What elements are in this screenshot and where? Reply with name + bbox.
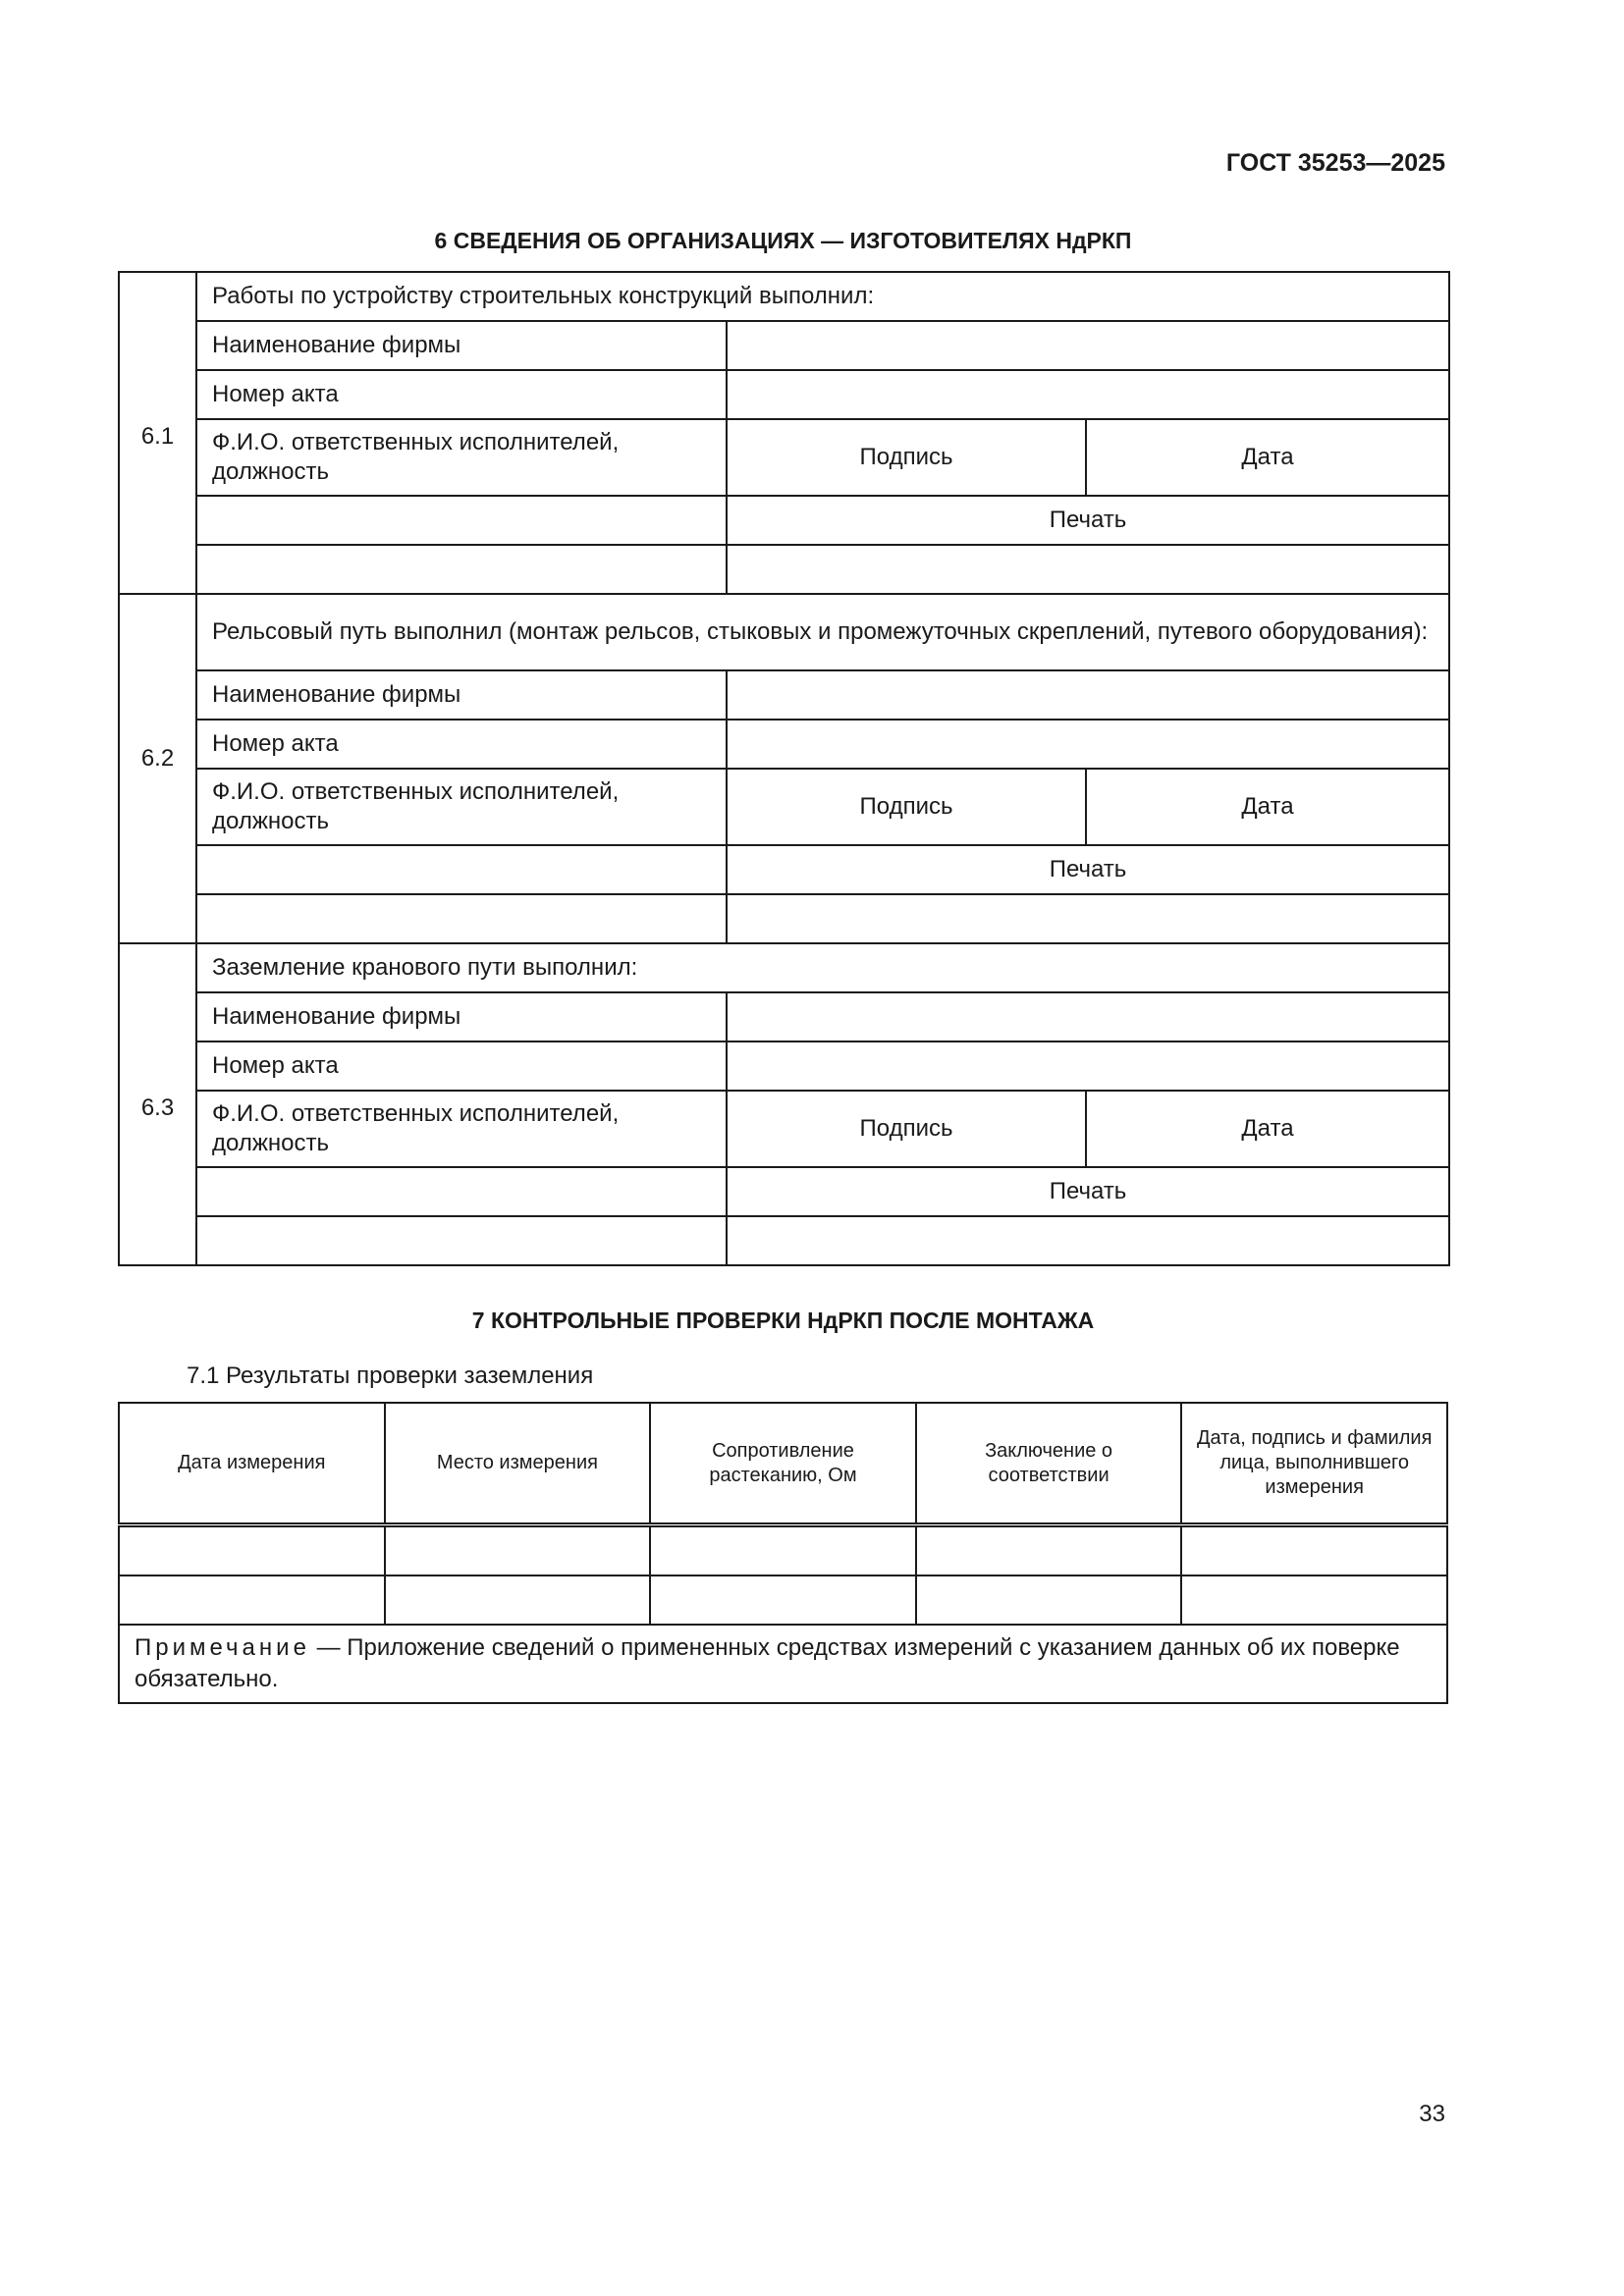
blank-row [119,545,1449,594]
persons-header-row [119,1091,1449,1167]
section-6-title: 6 СВЕДЕНИЯ ОБ ОРГАНИЗАЦИЯХ — ИЗГОТОВИТЕЛЯХ НдРКП [434,228,1132,253]
conclusion-cell[interactable] [916,1525,1182,1576]
responsible-persons-label: Ф.И.О. ответственных исполнителей, должность [196,419,727,496]
table-header-row [119,1403,1447,1525]
act-number-field[interactable] [727,720,1449,769]
signature-cell[interactable] [1181,1575,1447,1625]
signature-label: Подпись [727,419,1086,496]
document-code: ГОСТ 35253—2025 [1225,149,1445,177]
section-7-title: 7 КОНТРОЛЬНЫЕ ПРОВЕРКИ НдРКП ПОСЛЕ МОНТАЖА [471,1308,1095,1333]
firm-row [119,321,1449,370]
act-number-field[interactable] [727,370,1449,419]
firm-name-label: Наименование фирмы [196,670,727,720]
blank-row [119,894,1449,943]
signature-label: Подпись [727,1091,1086,1167]
conclusion-cell[interactable] [916,1575,1182,1625]
stamp-field[interactable] [727,545,1449,594]
resistance-cell[interactable] [650,1575,916,1625]
note-label: Примечание [135,1634,310,1661]
firm-name-label: Наименование фирмы [196,321,727,370]
firm-name-field[interactable] [727,670,1449,720]
block-heading-row [119,594,1449,670]
stamp-field[interactable] [727,1216,1449,1265]
date-label: Дата [1086,1091,1449,1167]
signature-label: Подпись [727,769,1086,845]
block-number: 6.2 [119,594,196,943]
responsible-person-field[interactable] [196,894,727,943]
firm-name-field[interactable] [727,992,1449,1041]
note-cell [119,1625,1447,1703]
stamp-label: Печать [727,1167,1449,1216]
firm-row [119,670,1449,720]
act-row [119,720,1449,769]
grounding-results-table [118,1402,1448,1704]
responsible-person-field[interactable] [196,496,727,545]
page-number: 33 [1419,2101,1445,2127]
column-header-measurement-place: Место измерения [385,1403,651,1525]
firm-name-field[interactable] [727,321,1449,370]
measurement-date-cell[interactable] [119,1525,385,1576]
measurement-place-cell[interactable] [385,1575,651,1625]
stamp-field[interactable] [727,894,1449,943]
table-row [119,1575,1447,1625]
act-number-label: Номер акта [196,720,727,769]
column-header-date-signature-name: Дата, подпись и фамилия лица, выполнившего измерения [1181,1403,1447,1525]
block-number: 6.3 [119,943,196,1265]
responsible-persons-label: Ф.И.О. ответственных исполнителей, должность [196,1091,727,1167]
responsible-person-field[interactable] [196,545,727,594]
stamp-row [119,1167,1449,1216]
act-number-label: Номер акта [196,370,727,419]
persons-header-row [119,419,1449,496]
stamp-row [119,845,1449,894]
signature-cell[interactable] [1181,1525,1447,1576]
firm-row [119,992,1449,1041]
column-header-spreading-resistance: Сопротивление растеканию, Ом [650,1403,916,1525]
organizations-table [118,271,1450,1266]
date-label: Дата [1086,419,1449,496]
stamp-label: Печать [727,496,1449,545]
block-number: 6.1 [119,272,196,594]
act-number-label: Номер акта [196,1041,727,1091]
persons-header-row [119,769,1449,845]
block-heading-row [119,272,1449,321]
stamp-label: Печать [727,845,1449,894]
date-label: Дата [1086,769,1449,845]
column-header-compliance-conclusion: Заключение о соответствии [916,1403,1182,1525]
resistance-cell[interactable] [650,1525,916,1576]
block-heading: Работы по устройству строительных конструкций выполнил: [196,272,1449,321]
grounding-subtitle: 7.1 Результаты проверки заземления [187,1362,594,1389]
column-header-measurement-date: Дата измерения [119,1403,385,1525]
responsible-persons-label: Ф.И.О. ответственных исполнителей, должность [196,769,727,845]
block-heading: Рельсовый путь выполнил (монтаж рельсов, стыковых и промежуточных скреплений, путевого оборудования): [196,594,1449,670]
responsible-person-field[interactable] [196,1167,727,1216]
table-row [119,1525,1447,1576]
firm-name-label: Наименование фирмы [196,992,727,1041]
note-row [119,1625,1447,1703]
blank-row [119,1216,1449,1265]
block-heading-row [119,943,1449,992]
responsible-person-field[interactable] [196,1216,727,1265]
stamp-row [119,496,1449,545]
measurement-date-cell[interactable] [119,1575,385,1625]
responsible-person-field[interactable] [196,845,727,894]
act-number-field[interactable] [727,1041,1449,1091]
act-row [119,370,1449,419]
measurement-place-cell[interactable] [385,1525,651,1576]
block-heading: Заземление кранового пути выполнил: [196,943,1449,992]
act-row [119,1041,1449,1091]
note-text: — Приложение сведений о примененных средствах измерений с указанием данных об их поверке обязательно. [135,1634,1400,1692]
